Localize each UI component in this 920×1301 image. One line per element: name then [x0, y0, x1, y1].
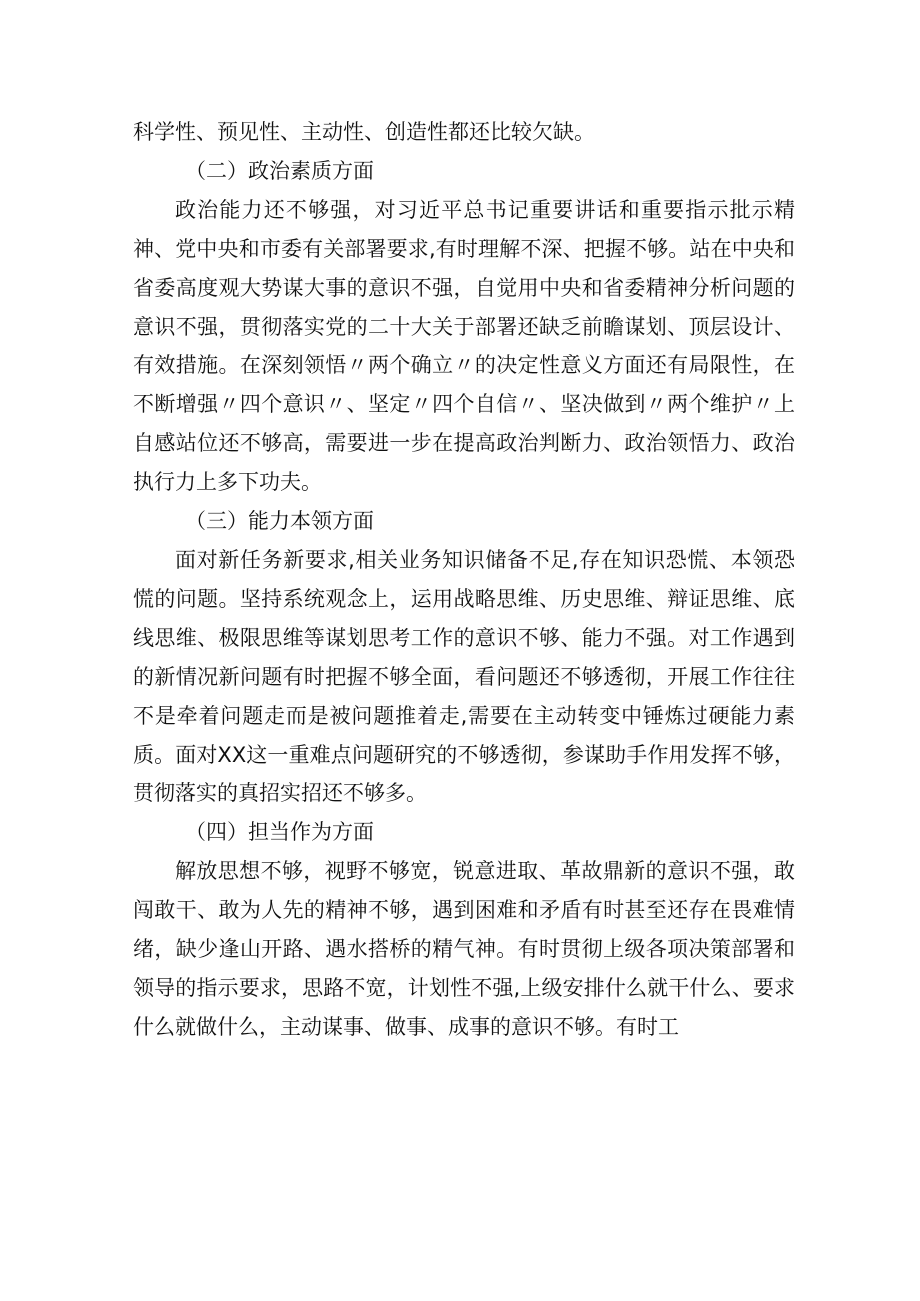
- section-heading-political-quality: （二）政治素质方面: [185, 158, 374, 183]
- paragraph-continuation: 科学性、预见性、主动性、创造性都还比较欠缺。: [133, 120, 595, 144]
- paragraph-political-quality: 政治能力还不够强，对习近平总书记重要讲话和重要指示批示精神、党中央和市委有关部署要求,有时理解不深、把握不够。站在中央和省委高度观大势谋大事的意识不强，自觉用中央和省委精神分析问题的意识不强，贯彻落实党的二十大关于部署还缺乏前瞻谋划、顶层设计、有效措施。在深刻领悟〃两个确立〃的决定性意义方面还有局限性，在不断增强〃四个意识〃、坚定〃四个自信〃、坚决做到〃两个维护〃上自感站位还不够高，需要进一步在提高政治判断力、政治领悟力、政治执行力上多下功夫。: [133, 197, 795, 495]
- section-heading-ability: （三）能力本领方面: [185, 509, 374, 534]
- paragraph-responsibility: 解放思想不够，视野不够宽，锐意进取、革故鼎新的意识不强，敢闯敢干、敢为人先的精神不够，遇到困难和矛盾有时甚至还存在畏难情绪，缺少逢山开路、遇水搭桥的精气神。有时贯彻上级各项决策部署和领导的指示要求，思路不宽，计划性不强,上级安排什么就干什么、要求什么就做什么，主动谋事、做事、成事的意识不够。有时工: [133, 859, 795, 1039]
- section-heading-responsibility: （四）担当作为方面: [185, 820, 374, 845]
- paragraph-ability: 面对新任务新要求,相关业务知识储备不足,存在知识恐慌、本领恐慌的问题。坚持系统观念上，运用战略思维、历史思维、辩证思维、底线思维、极限思维等谋划思考工作的意识不够、能力不强。对工作遇到的新情况新问题有时把握不够全面，看问题还不够透彻，开展工作往往不是牵着问题走而是被问题推着走,需要在主动转变中锤炼过硬能力素质。面对XX这一重难点问题研究的不够透彻，参谋助手作用发挥不够，贯彻落实的真招实招还不够多。: [133, 547, 795, 806]
- document-body: [133, 113, 795, 1047]
